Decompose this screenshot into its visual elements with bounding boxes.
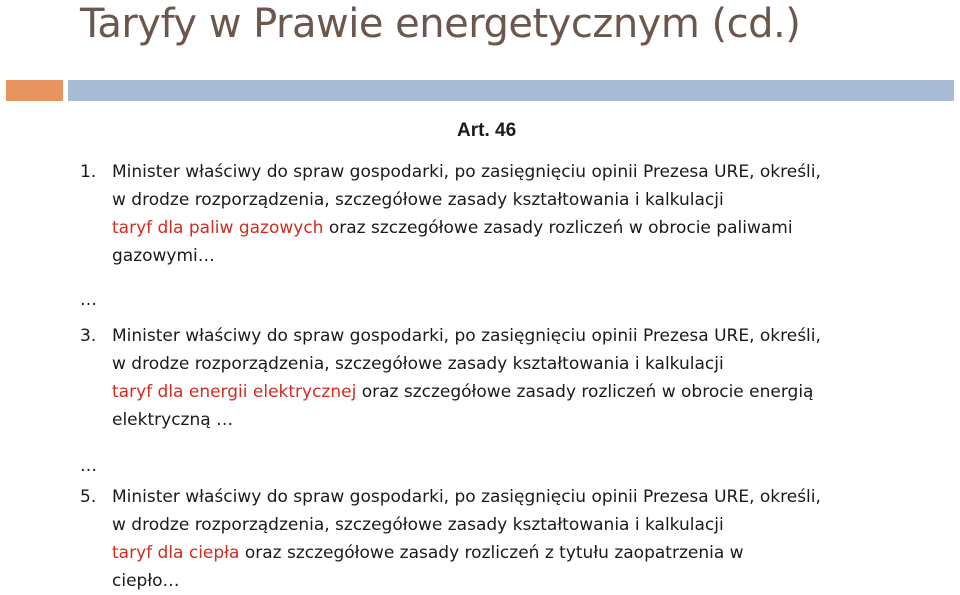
highlighted-term: taryf dla ciepła xyxy=(112,543,240,563)
article-heading: Art. 46 xyxy=(457,120,517,141)
accent-bar-orange xyxy=(6,80,63,101)
item-line: Minister właściwy do spraw gospodarki, po zasięgnięciu opinii Prezesa URE, określi, xyxy=(112,487,821,507)
item-line xyxy=(112,539,960,567)
item-line xyxy=(112,378,960,406)
highlighted-term: taryf dla paliw gazowych xyxy=(112,218,324,238)
item-number: 3. xyxy=(80,326,97,346)
item-line-rest: oraz szczegółowe zasady rozliczeń w obrocie energią xyxy=(356,382,814,402)
item-number: 5. xyxy=(80,487,97,507)
accent-bar-blue xyxy=(68,80,954,101)
item-line: ciepło… xyxy=(112,571,180,591)
item-line: Minister właściwy do spraw gospodarki, po zasięgnięciu opinii Prezesa URE, określi, xyxy=(112,326,821,346)
item-number: 1. xyxy=(80,162,97,182)
item-line: w drodze rozporządzenia, szczegółowe zasady kształtowania i kalkulacji xyxy=(112,354,724,374)
item-line xyxy=(112,214,960,242)
item-line-rest: oraz szczegółowe zasady rozliczeń z tytułu zaopatrzenia w xyxy=(239,543,744,563)
item-line: Minister właściwy do spraw gospodarki, po zasięgnięciu opinii Prezesa URE, określi, xyxy=(112,162,821,182)
item-line: w drodze rozporządzenia, szczegółowe zasady kształtowania i kalkulacji xyxy=(112,190,724,210)
omission-ellipsis: … xyxy=(80,456,97,476)
item-line: gazowymi… xyxy=(112,246,215,266)
item-line: w drodze rozporządzenia, szczegółowe zasady kształtowania i kalkulacji xyxy=(112,515,724,535)
omission-ellipsis: … xyxy=(80,290,97,310)
item-line: elektryczną … xyxy=(112,410,234,430)
item-line-rest: oraz szczegółowe zasady rozliczeń w obrocie paliwami xyxy=(323,218,793,238)
highlighted-term: taryf dla energii elektrycznej xyxy=(112,382,357,402)
slide-title: Taryfy w Prawie energetycznym (cd.) xyxy=(80,1,801,47)
